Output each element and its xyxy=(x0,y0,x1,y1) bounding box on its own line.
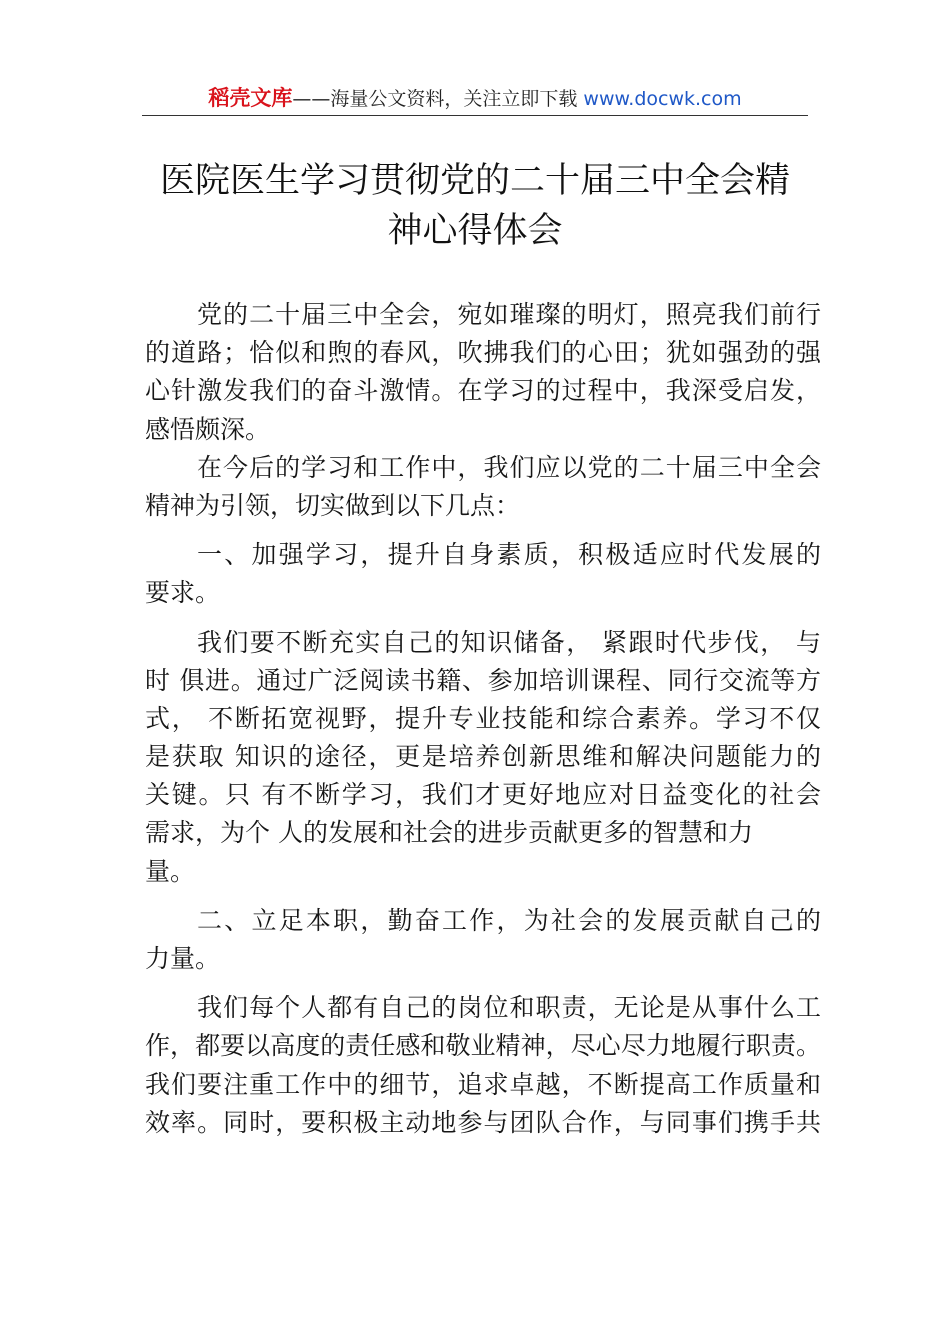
document-title xyxy=(130,156,820,256)
text-line: 心针激发我们的奋斗激情。在学习的过程中，我深受启发， xyxy=(145,376,821,406)
header-tagline: 海量公文资料，关注立即下载 xyxy=(330,88,578,110)
section-heading-line: 二、立足本职，勤奋工作，为社会的发展贡献自己的 xyxy=(197,905,821,935)
text-line: 式， 不断拓宽视野，提升专业技能和综合素养。学习不仅 xyxy=(145,703,821,733)
header-divider xyxy=(142,115,808,116)
text-line: 效率。同时，要积极主动地参与团队合作，与同事们携手共 xyxy=(145,1107,821,1137)
brand-name: 稻壳文库 xyxy=(208,86,293,110)
text-line: 作，都要以高度的责任感和敬业精神，尽心尽力地履行职责。 xyxy=(145,1031,821,1061)
text-line: 需求，为个 人的发展和社会的进步贡献更多的智慧和力 xyxy=(145,818,753,848)
header-url-link[interactable]: www.docwk.com xyxy=(583,88,742,110)
title-line-1: 医院医生学习贯彻党的二十届三中全会精 xyxy=(159,161,790,201)
text-line: 是获取 知识的途径，更是培养创新思维和解决问题能力的 xyxy=(145,742,821,772)
text-line: 在今后的学习和工作中，我们应以党的二十届三中全会 xyxy=(197,452,821,482)
section-heading-line: 一、加强学习，提升自身素质，积极适应时代发展的 xyxy=(197,540,821,570)
header-separator: —— xyxy=(292,88,331,110)
text-line: 我们要不断充实自己的知识储备， 紧跟时代步伐， 与 xyxy=(197,627,821,657)
document-header xyxy=(142,84,808,116)
paragraph-study xyxy=(145,624,821,891)
title-line-2: 神心得体会 xyxy=(387,211,563,251)
text-line: 感悟颇深。 xyxy=(145,414,271,444)
text-line: 精神为引领，切实做到以下几点： xyxy=(145,490,521,520)
text-line: 时 俱进。通过广泛阅读书籍、参加培训课程、同行交流等方 xyxy=(145,665,821,695)
paragraph-heading-1 xyxy=(145,536,821,612)
text-line: 我们要注重工作中的细节，追求卓越，不断提高工作质量和 xyxy=(145,1069,821,1099)
text-line: 量。 xyxy=(145,856,196,886)
paragraph-guidance xyxy=(145,449,821,525)
paragraph-heading-2 xyxy=(145,902,821,978)
paragraph-work xyxy=(145,989,821,1142)
text-line: 的道路；恰似和煦的春风，吹拂我们的心田；犹如强劲的强 xyxy=(145,338,821,368)
section-heading-line: 力量。 xyxy=(145,944,221,973)
text-line: 党的二十届三中全会，宛如璀璨的明灯，照亮我们前行 xyxy=(197,300,821,329)
paragraph-intro xyxy=(145,296,821,449)
document-body xyxy=(145,296,821,1142)
section-heading-line: 要求。 xyxy=(145,578,221,608)
text-line: 我们每个人都有自己的岗位和职责，无论是从事什么工 xyxy=(197,993,821,1023)
text-line: 关键。只 有不断学习，我们才更好地应对日益变化的社会 xyxy=(145,780,821,810)
